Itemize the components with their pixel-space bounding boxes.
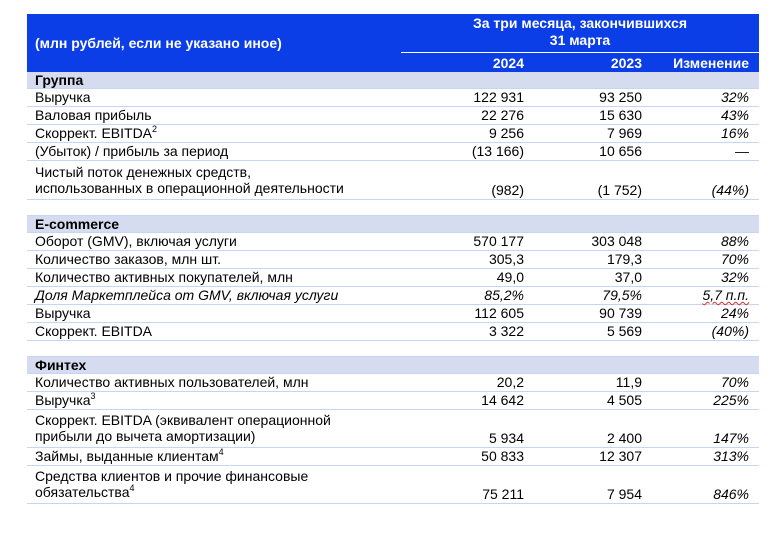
row-label: [35, 392, 96, 408]
period-line-2: 31 марта: [549, 32, 611, 48]
table-row: [27, 448, 759, 466]
value-2024: 3 322: [488, 323, 524, 339]
table-header-top: [27, 14, 759, 54]
value-change: 147%: [713, 430, 749, 446]
row-label-line-1: Скоррект. EBITDA (эквивалент операционной: [35, 412, 331, 428]
period-line-1: За три месяца, закончившихся: [472, 15, 687, 31]
units-note: (млн рублей, если не указано иное): [35, 35, 282, 51]
value-change: 88%: [720, 233, 749, 249]
value-2023: (1 752): [597, 182, 642, 198]
value-2024: 75 211: [482, 486, 524, 502]
row-label-text: Займы, выданные клиентам: [35, 448, 219, 464]
value-change: 32%: [720, 89, 749, 105]
row-label: Валовая прибыль: [35, 107, 152, 123]
table-header: [27, 14, 759, 72]
column-2024: 2024: [492, 55, 524, 71]
value-2023: 79,5%: [602, 287, 642, 303]
table-row: [27, 125, 759, 143]
table-row: [27, 161, 759, 200]
value-2024: 570 177: [473, 233, 524, 249]
value-2023: 10 656: [599, 143, 642, 159]
row-label: Количество активных покупателей, млн: [35, 269, 293, 285]
period-heading: [401, 15, 759, 49]
column-2023: 2023: [610, 55, 642, 71]
financial-results-table: [27, 14, 759, 504]
table-row: [27, 143, 759, 161]
value-2024: (982): [491, 182, 524, 198]
row-label: Выручка: [35, 89, 91, 105]
row-label: Количество активных пользователей, млн: [35, 374, 309, 390]
value-change: (44%): [711, 182, 749, 198]
row-label-text: Выручка: [35, 392, 91, 408]
value-change: 43%: [720, 107, 749, 123]
row-label: Количество заказов, млн шт.: [35, 251, 221, 267]
row-label-line-1: Средства клиентов и прочие финансовые: [35, 468, 309, 484]
table-row: [27, 305, 759, 323]
section-title: Группа: [35, 72, 84, 88]
value-2024: (13 166): [471, 143, 524, 159]
row-label: [35, 468, 308, 500]
row-label-line-2: использованных в операционной деятельности: [35, 180, 344, 196]
value-2023: 90 739: [599, 305, 642, 321]
header-divider: [401, 52, 759, 53]
value-2023: 7 969: [606, 125, 642, 141]
section-fintech-title: [27, 357, 759, 374]
value-2023: 11,9: [615, 374, 642, 390]
section-ecommerce-title: [27, 216, 759, 233]
value-2024: 85,2%: [484, 287, 524, 303]
row-label: Оборот (GMV), включая услуги: [35, 233, 237, 249]
value-2023: 93 250: [599, 89, 642, 105]
row-label-line-1: Чистый поток денежных средств,: [35, 164, 251, 180]
value-2024: 112 605: [474, 305, 524, 321]
section-title: E-commerce: [35, 216, 120, 232]
column-headers: [27, 54, 759, 72]
table-row: [27, 269, 759, 287]
row-label: [35, 164, 344, 196]
value-2024: 5 934: [488, 430, 524, 446]
footnote-ref: 2: [152, 124, 158, 134]
section-group-title: [27, 72, 759, 89]
column-change: Изменение: [673, 55, 749, 71]
table-row: [27, 251, 759, 269]
value-change: 24%: [720, 305, 749, 321]
section-gap: [27, 341, 759, 357]
footnote-ref: 3: [90, 391, 96, 401]
table-row: [27, 287, 759, 305]
value-2023: 37,0: [614, 269, 642, 285]
value-2023: 303 048: [591, 233, 642, 249]
table-row: [27, 89, 759, 107]
value-2023: 15 630: [599, 107, 642, 123]
row-label-text: Скоррект. EBITDA: [35, 125, 153, 141]
section-gap: [27, 200, 759, 216]
value-2024: 50 833: [481, 448, 524, 464]
row-label-line-2: прибыли до вычета амортизации): [35, 428, 256, 444]
value-change: 5,7 п.п.: [702, 287, 749, 303]
value-change: 70%: [720, 374, 749, 390]
value-2024: 14 642: [481, 392, 524, 408]
row-label-line-2: обязательства: [35, 484, 130, 500]
value-change: 313%: [713, 448, 749, 464]
value-2024: 305,3: [488, 251, 524, 267]
row-label: Выручка: [35, 305, 91, 321]
value-change: 70%: [720, 251, 749, 267]
value-change: (40%): [711, 323, 749, 339]
section-title: Финтех: [35, 357, 87, 373]
footnote-ref: 4: [218, 447, 224, 457]
table-row: [27, 233, 759, 251]
value-change: 225%: [713, 392, 749, 408]
row-label: Доля Маркетплейса от GMV, включая услуги: [35, 287, 339, 303]
row-label: [35, 412, 331, 444]
row-label: (Убыток) / прибыль за период: [35, 143, 229, 159]
table-row: [27, 466, 759, 504]
row-label: [35, 125, 157, 141]
footnote-ref: 4: [129, 483, 135, 493]
value-2023: 4 505: [606, 392, 642, 408]
value-2023: 12 307: [599, 448, 642, 464]
value-change: 846%: [713, 486, 749, 502]
table-row: [27, 374, 759, 392]
value-2024: 22 276: [481, 107, 524, 123]
value-2023: 5 569: [606, 323, 642, 339]
value-2024: 49,0: [496, 269, 524, 285]
table-row: [27, 107, 759, 125]
value-change: 16%: [720, 125, 749, 141]
value-2023: 179,3: [606, 251, 642, 267]
value-2024: 20,2: [496, 374, 524, 390]
value-2024: 122 931: [473, 89, 524, 105]
value-2024: 9 256: [488, 125, 524, 141]
table-row: [27, 392, 759, 410]
value-change: —: [735, 143, 749, 159]
value-2023: 2 400: [606, 430, 642, 446]
value-2023: 7 954: [606, 486, 642, 502]
row-label: [35, 448, 224, 464]
row-label: Скоррект. EBITDA: [35, 323, 153, 339]
value-change: 32%: [720, 269, 749, 285]
table-row: [27, 410, 759, 448]
table-row: [27, 323, 759, 341]
